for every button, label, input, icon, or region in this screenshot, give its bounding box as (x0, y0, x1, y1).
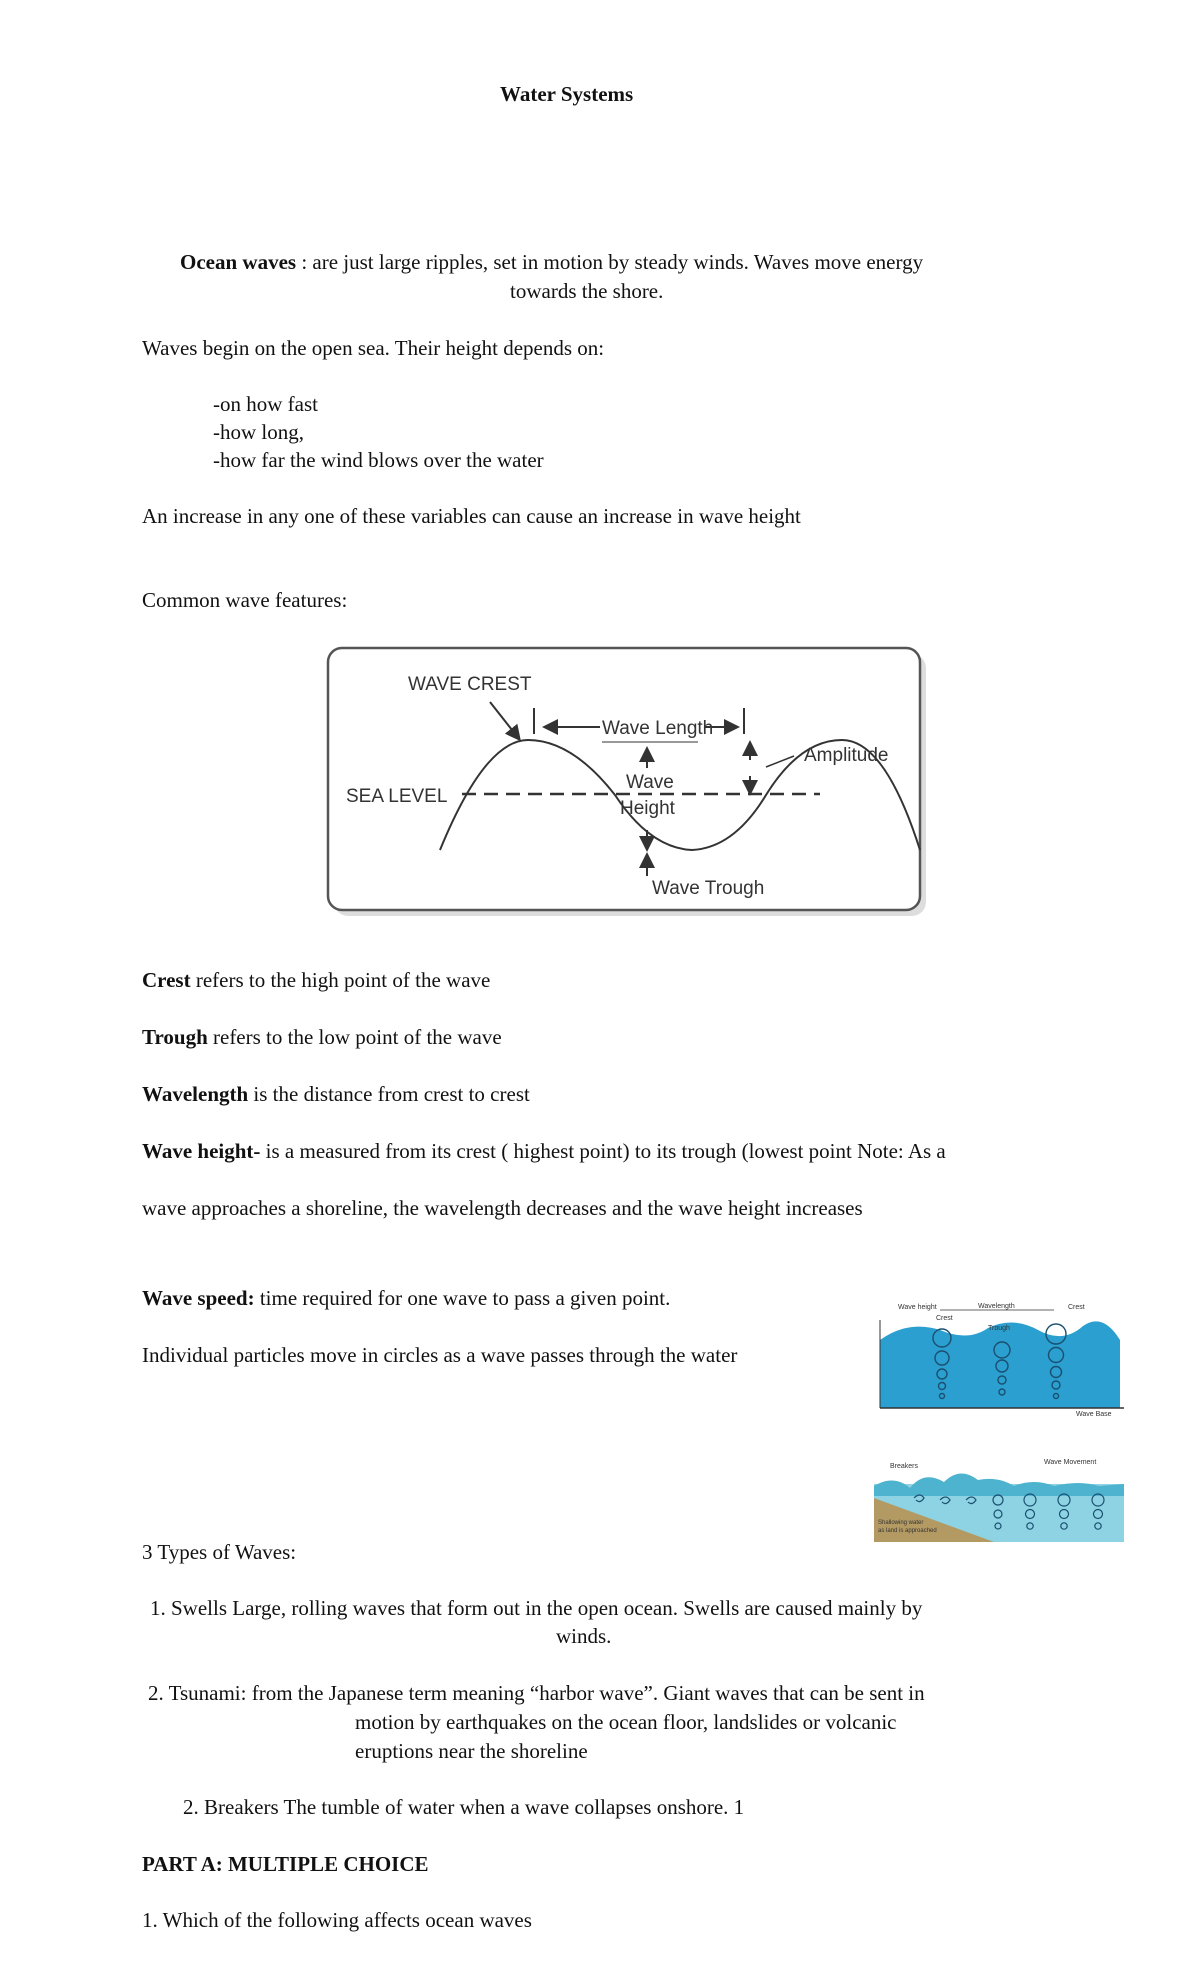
swells-item-line-1: 1. Swells Large, rolling waves that form out in the open ocean. Swells are caused mainly by (150, 1596, 923, 1620)
crest-text: refers to the high point of the wave (190, 968, 491, 992)
breakers-diagram (874, 1456, 1124, 1542)
sea-level-label: SEA LEVEL (346, 786, 448, 807)
wave-features-diagram (320, 640, 932, 920)
wave-length-label: Wave Length (602, 718, 714, 739)
part-a-heading: PART A: MULTIPLE CHOICE (142, 1852, 429, 1876)
wave-height-definition-cont: wave approaches a shoreline, the wavelength decreases and the wave height increases (142, 1196, 863, 1220)
diagram2-trough: Trough (988, 1325, 1010, 1332)
question-1: 1. Which of the following affects ocean waves (142, 1908, 532, 1932)
intro-line-1 (180, 248, 923, 277)
amplitude-label: Amplitude (804, 745, 889, 766)
wave-crest-label: WAVE CREST (408, 674, 532, 695)
trough-definition (142, 1023, 502, 1052)
diagram2-wavelength: Wavelength (978, 1303, 1015, 1310)
wave-height-term: Wave height- (142, 1139, 261, 1163)
particle-motion-diagram (878, 1300, 1126, 1418)
diagram2-wave-height: Wave height (898, 1304, 937, 1311)
wavelength-term: Wavelength (142, 1082, 249, 1106)
types-heading: 3 Types of Waves: (142, 1540, 297, 1564)
tsunami-item-line-1: 2. Tsunami: from the Japanese term meaning “harbor wave”. Giant waves that can be sent in (148, 1681, 925, 1705)
wave-height-definition (142, 1137, 946, 1166)
diagram2-crest-2: Crest (1068, 1304, 1085, 1311)
wave-trough-label: Wave Trough (652, 878, 765, 899)
swells-item-line-2: winds. (556, 1624, 612, 1648)
wave-height-label-2: Height (620, 798, 675, 819)
common-features-label: Common wave features: (142, 588, 348, 612)
trough-text: refers to the low point of the wave (207, 1025, 502, 1049)
factor-item: -on how fast (213, 392, 318, 416)
intro-line-2: towards the shore. (510, 279, 664, 303)
ocean-waves-term: Ocean waves (180, 250, 297, 274)
ocean-waves-definition: : are just large ripples, set in motion by steady winds. Waves move energy (296, 250, 924, 274)
wave-height-label-1: Wave (626, 772, 674, 793)
wavelength-definition (142, 1080, 530, 1109)
tsunami-item-line-2: motion by earthquakes on the ocean floor, landslides or volcanic (355, 1710, 897, 1734)
crest-term: Crest (142, 968, 191, 992)
trough-term: Trough (142, 1025, 208, 1049)
diagram3-shallow-1: Shallowing water (878, 1520, 924, 1526)
diagram3-shallow-2: as land is approached (878, 1528, 937, 1534)
diagram3-breakers: Breakers (890, 1463, 919, 1470)
diagram2-crest: Crest (936, 1315, 953, 1322)
page-title: Water Systems (500, 82, 634, 106)
wave-speed-text: time required for one wave to pass a given point. (254, 1286, 671, 1310)
wave-speed-term: Wave speed: (142, 1286, 255, 1310)
wave-height-text: is a measured from its crest ( highest point) to its trough (lowest point Note: As a (260, 1139, 946, 1163)
particles-text: Individual particles move in circles as a wave passes through the water (142, 1343, 738, 1367)
wave-speed-definition (142, 1284, 670, 1313)
diagram3-movement: Wave Movement (1044, 1459, 1097, 1466)
crest-definition (142, 966, 490, 995)
breakers-item: 2. Breakers The tumble of water when a wave collapses onshore. 1 (183, 1795, 745, 1819)
waves-begin-text: Waves begin on the open sea. Their height depends on: (142, 336, 605, 360)
factor-item: -how long, (213, 420, 304, 444)
increase-note: An increase in any one of these variables can cause an increase in wave height (142, 504, 801, 528)
tsunami-item-line-3: eruptions near the shoreline (355, 1739, 588, 1763)
wavelength-text: is the distance from crest to crest (248, 1082, 530, 1106)
factor-item: -how far the wind blows over the water (213, 448, 544, 472)
diagram2-wave-base: Wave Base (1076, 1411, 1112, 1418)
